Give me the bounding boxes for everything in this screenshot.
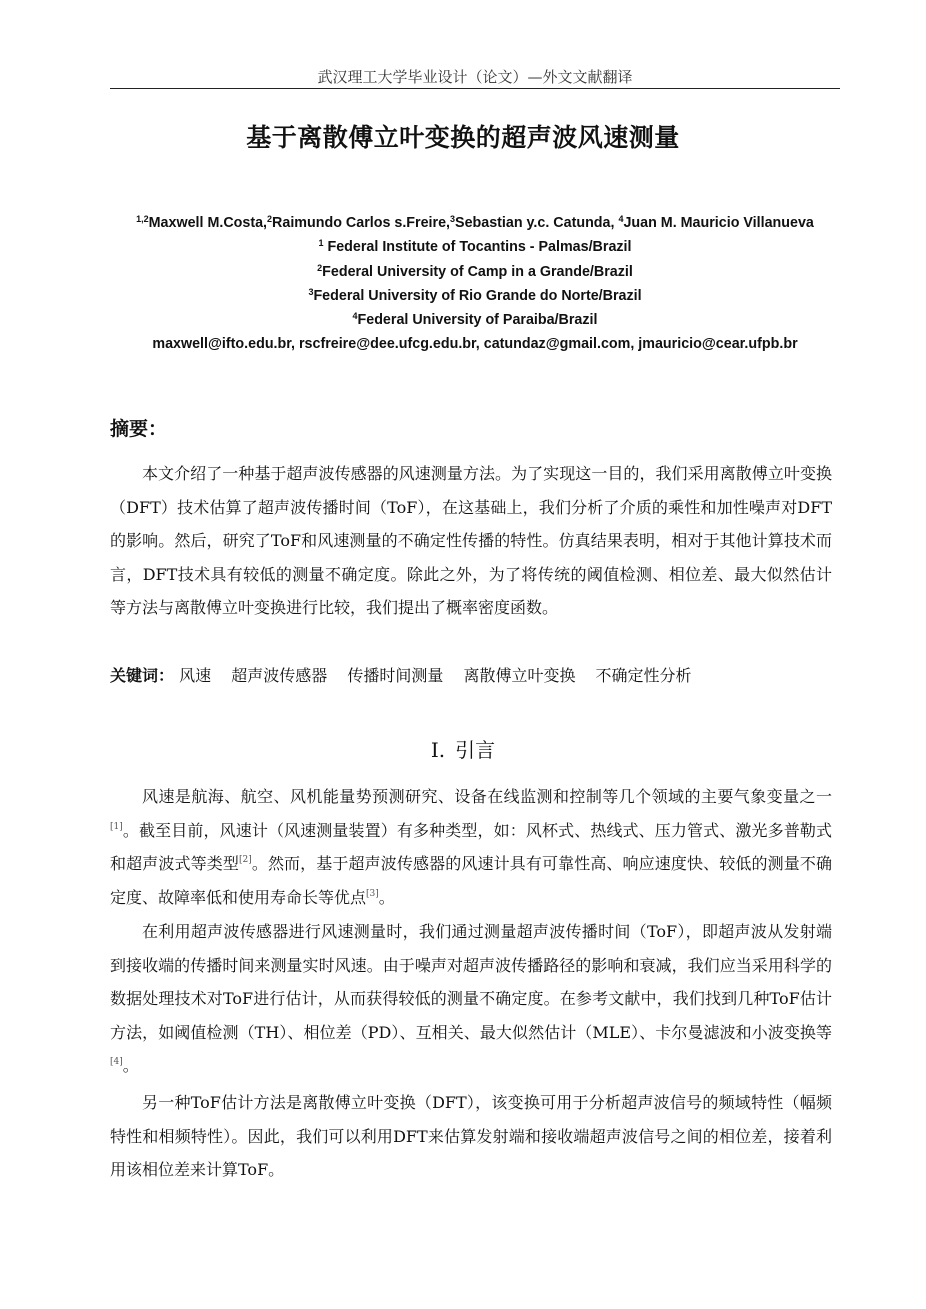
author-block	[90, 211, 860, 357]
intro-paragraph-1	[110, 780, 832, 914]
intro-paragraph-2	[110, 915, 832, 1083]
text-run: 。截至目前，风速计（风速测量装置）有多种类型，如：风杯式、热线式、压力管式、激光多普勒式和超声波式等类型	[110, 820, 832, 873]
abstract-heading: 摘要：	[110, 418, 168, 440]
section-title: 引言	[455, 738, 496, 762]
affiliation-sup: 1	[318, 238, 324, 249]
author-emails: maxwell@ifto.edu.br, rscfreire@dee.ufcg.edu.br, catundaz@gmail.com, jmauricio@cear.ufpb.br	[152, 336, 798, 353]
affiliation-3	[90, 284, 860, 308]
section-heading-introduction	[0, 734, 926, 763]
keywords-line	[110, 663, 707, 686]
author-sup: 1,2	[136, 214, 149, 224]
author-name: Raimundo Carlos s.Freire,	[272, 215, 451, 231]
author-sup: 4	[618, 214, 624, 224]
affiliation-2	[90, 260, 860, 284]
affiliation-sup: 4	[352, 311, 358, 322]
affiliation-1	[90, 235, 860, 259]
text-run: 在利用超声波传感器进行风速测量时，我们通过测量超声波传播时间（ToF），即超声波从发射端到接收端的传播时间来测量实时风速。由于噪声对超声波传播路径的影响和衰减，我们应当采用科学的数据处理技术对ToF进行估计，从而获得较低的测量不确定度。在参考文献中，我们找到几种ToF估计方法，如阈值检测（TH）、相位差（PD）、互相关、最大似然估计（MLE）、卡尔曼滤波和小波变换等	[110, 922, 832, 1042]
affiliation-text: Federal Institute of Tocantins - Palmas/Brazil	[323, 239, 632, 256]
author-name: Maxwell M.Costa,	[148, 215, 268, 231]
author-line	[90, 211, 860, 235]
page-header: 武汉理工大学毕业设计（论文）—外文文献翻译	[317, 68, 633, 86]
text-run: 风速是航海、航空、风机能量势预测研究、设备在线监测和控制等几个领域的主要气象变量之一	[142, 787, 832, 806]
keyword: 离散傅立叶变换	[463, 666, 576, 685]
affiliation-text: Federal University of Rio Grande do Norte/Brazil	[313, 287, 642, 304]
abstract-text: 本文介绍了一种基于超声波传感器的风速测量方法。为了实现这一目的，我们采用离散傅立叶变换（DFT）技术估算了超声波传播时间（ToF），在这基础上，我们分析了介质的乘性和加性噪声对DFT的影响。然后，研究了ToF和风速测量的不确定性传播的特性。仿真结果表明，相对于其他计算技术而言，DFT技术具有较低的测量不确定度。除此之外，为了将传统的阈值检测、相位差、最大似然估计等方法与离散傅立叶变换进行比较，我们提出了概率密度函数。	[110, 464, 832, 617]
text-run: 。	[378, 887, 395, 907]
author-sup: 3	[450, 214, 456, 224]
text-run: 。然而，基于超声波传感器的风速计具有可靠性高、响应速度快、较低的测量不确定度、故障率低和使用寿命长等优点	[110, 854, 832, 907]
keyword: 不确定性分析	[595, 666, 692, 685]
keyword: 超声波传感器	[231, 666, 328, 685]
section-number: I.	[430, 738, 446, 762]
author-name: Juan M. Mauricio Villanueva	[623, 215, 814, 231]
author-name: Sebastian y.c. Catunda,	[455, 215, 619, 231]
affiliation-sup: 2	[317, 262, 323, 273]
affiliation-text: Federal University of Paraiba/Brazil	[357, 312, 598, 329]
affiliation-sup: 3	[308, 286, 314, 297]
citation: [1]	[110, 821, 123, 832]
affiliation-4	[90, 308, 860, 332]
affiliation-text: Federal University of Camp in a Grande/Brazil	[322, 263, 633, 280]
citation: [4]	[110, 1057, 123, 1067]
author-sup: 2	[267, 214, 273, 224]
citation: [3]	[366, 888, 379, 899]
text-run: 。	[122, 1056, 139, 1075]
header-rule	[110, 88, 840, 89]
intro-paragraph-3: 另一种ToF估计方法是离散傅立叶变换（DFT），该变换可用于分析超声波信号的频域特性（幅频特性和相频特性）。因此，我们可以利用DFT来估算发射端和接收端超声波信号之间的相位差，接着利用该相位差来计算ToF。	[110, 1093, 832, 1179]
keywords-label: 关键词：	[110, 666, 175, 685]
citation: [2]	[238, 855, 252, 865]
paper-title: 基于离散傅立叶变换的超声波风速测量	[246, 123, 680, 152]
keyword: 风速	[179, 666, 212, 685]
keyword: 传播时间测量	[347, 666, 444, 685]
